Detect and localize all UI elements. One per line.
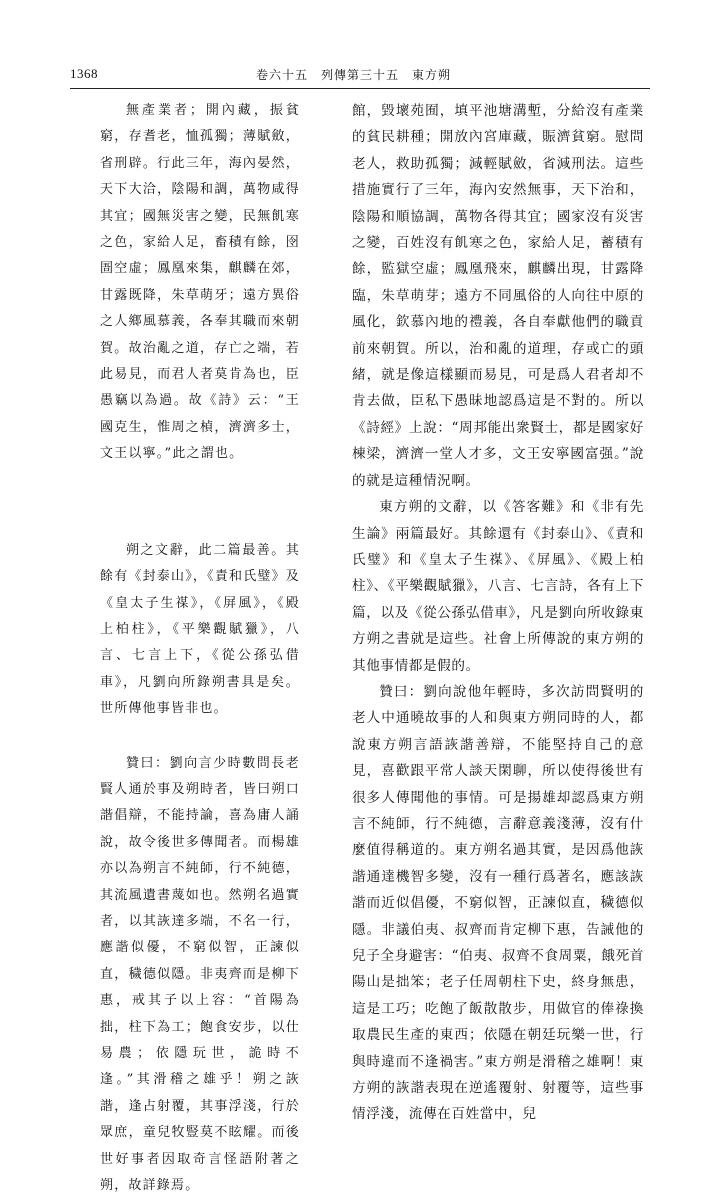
- header-rule: [70, 88, 650, 89]
- translation-paragraph-2: 東方朔的文辭，以《答客難》和《非有先生論》兩篇最好。其餘還有《封泰山》、《責和氏璧》和《皇太子生禖》、《屏風》、《殿上柏柱》、《平樂觀賦獵》，八言、七言詩，各有上下篇，以及《從公孫弘借車》，凡是劉向所收錄東方朔之書就是這些。社會上所傳說的東方朔的其他事情都是假的。: [352, 499, 644, 674]
- running-head: 卷六十五 列傳第三十五 東方朔: [256, 68, 452, 82]
- translation-column: [352, 98, 644, 1128]
- page-number: 1368: [70, 66, 98, 81]
- classical-paragraph-2: 朔之文辭，此二篇最善。其餘有《封泰山》，《責和氏璧》及《皇太子生禖》，《屏風》，《殿上柏柱》，《平樂觀賦獵》，八言、七言上下，《從公孫弘借車》，凡劉向所錄朔書具是矣。世所傳他事皆非也。: [100, 542, 301, 717]
- translation-paragraph-3: 贊曰：劉向說他年輕時，多次訪問賢明的老人中通曉故事的人和與東方朔同時的人，都說東方朔言語詼諧善辯，不能堅持自己的意見，喜歡跟平常人談天閑聊，所以使得後世有很多人傳聞他的事情。可是揚雄却認爲東方朔言不純師，行不純德，言辭意義淺薄，沒有什麼值得稱道的。東方朔名過其實，是因爲他詼諧通達機智多變，沒有一種行爲著名，應該詼諧而近似倡優，不窮似智，正諫似直，穢德似隱。非議伯夷、叔齊而肯定柳下惠，告誡他的兒子全身避害：“伯夷、叔齊不食周粟，餓死首陽山是拙笨；老子任周朝柱下史，終身無患，這是工巧；吃飽了飯散散步，用做官的俸祿換取農民生產的東西；依隱在朝廷玩樂一世，行與時違而不逢禍害。”東方朔是滑稽之雄啊！東方朔的詼諧表現在逆遙覆射、射覆等，這些事情浮淺，流傳在百姓當中，兒: [352, 683, 644, 1123]
- translation-paragraph-1: 館，毀壞苑囿，填平池塘溝塹，分給沒有產業的貧民耕種；開放內宮庫藏，賑濟貧窮。慰問老人，救助孤獨；減輕賦斂，省減刑法。這些措施實行了三年，海內安然無事，天下治和，陰陽和順協調，萬物各得其宜；國家沒有災害之變，百姓沒有飢寒之色，家給人足，蓄積有餘，監獄空虛；鳳凰飛來，麒麟出現，甘露降臨，朱草萌芽；遠方不同風俗的人向往中原的風化，欽慕內地的禮義，各自奉獻他們的職貢前來朝賀。所以，治和亂的道理，存或亡的頭緒，就是像這樣顯而易見，可是爲人君者却不肯去做，臣私下愚昧地認爲這是不對的。所以《詩經》上說：“周邦能出衆賢士，都是國家好棟梁，濟濟一堂人才多，文王安寧國富强。”說的就是這種情況啊。: [352, 103, 644, 489]
- classical-paragraph-1: 無產業者；開內藏，振貧窮，存耆老，恤孤獨；薄賦斂，省刑辟。行此三年，海內晏然，天下大洽，陰陽和調，萬物咸得其宜；國無災害之變，民無飢寒之色，家給人足，畜積有餘，囹圄空虛；鳳凰來集，麒麟在郊，甘露既降，朱草萌牙；遠方異俗之人鄉風慕義，各奉其職而來朝賀。故治亂之道，存亡之端，若此易見，而君人者莫肯為也，臣愚竊以為過。故《詩》云：“王國克生，惟周之楨，濟濟多士，文王以寧。”此之謂也。: [100, 103, 300, 462]
- classical-paragraph-3: 贊曰：劉向言少時數問長老賢人通於事及朔時者，皆曰朔口諧倡辯，不能持論，喜為庸人誦說，故令後世多傳聞者。而楊雄亦以為朔言不純師，行不純德，其流風遺書蔑如也。然朔名過實者，以其詼達多端，不名一行，應諧似優，不窮似智，正諫似直，穢德似隱。非夷齊而是柳下惠，戒其子以上容：“首陽為拙，柱下為工；飽食安步，以仕易農；依隱玩世，詭時不逢。”其滑稽之雄乎！朔之詼諧，逢占射覆，其事浮淺，行於眾庶，童兒牧豎莫不眩耀。而後世好事者因取奇言怪語附著之朔，故詳錄焉。: [100, 755, 300, 1194]
- page-header: [70, 66, 650, 88]
- classical-text-column: [100, 98, 300, 1199]
